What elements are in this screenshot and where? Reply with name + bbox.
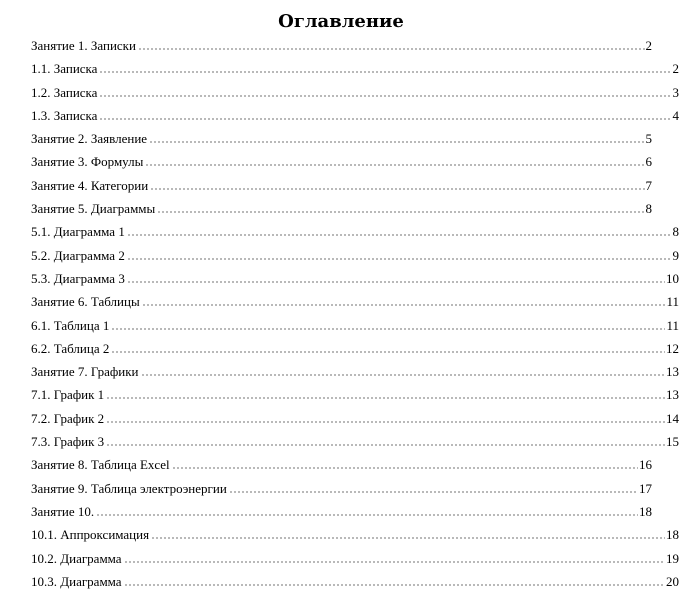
toc-entry-label: 7.3. График 3 bbox=[31, 434, 105, 450]
toc-entry-page: 4 bbox=[672, 107, 679, 123]
toc-entry-label: Занятие 5. Диаграммы bbox=[31, 201, 156, 217]
toc-entry-page: 20 bbox=[666, 573, 679, 589]
toc-entry-label: Занятие 4. Категории bbox=[31, 177, 149, 193]
toc-entry[interactable] bbox=[31, 152, 683, 175]
toc-entry-page: 2 bbox=[645, 38, 652, 53]
toc-entry[interactable] bbox=[31, 549, 683, 572]
toc-entry-label: Занятие 10. bbox=[31, 503, 95, 519]
dot-leader bbox=[127, 280, 665, 284]
toc-entry[interactable] bbox=[31, 316, 683, 339]
toc-entry-page: 8 bbox=[672, 224, 679, 240]
toc-entry-label: 1.1. Записка bbox=[31, 61, 98, 77]
toc-entry-label: 10.3. Диаграмма bbox=[31, 573, 122, 589]
toc-entry-page: 13 bbox=[666, 364, 679, 380]
dot-leader bbox=[141, 373, 666, 377]
toc-entry[interactable] bbox=[31, 572, 683, 595]
dot-leader bbox=[138, 47, 645, 51]
dot-leader bbox=[124, 583, 665, 587]
toc-entry[interactable] bbox=[31, 409, 683, 432]
toc-entry[interactable] bbox=[31, 455, 683, 478]
table-of-contents bbox=[31, 36, 683, 595]
toc-entry[interactable] bbox=[31, 362, 683, 385]
toc-entry[interactable] bbox=[31, 36, 683, 59]
dot-leader bbox=[96, 513, 638, 517]
toc-entry-page: 9 bbox=[672, 247, 679, 263]
dot-leader bbox=[149, 140, 644, 144]
toc-entry[interactable] bbox=[31, 432, 683, 455]
dot-leader bbox=[99, 94, 671, 98]
toc-entry-page: 13 bbox=[666, 387, 679, 403]
toc-entry-page: 14 bbox=[666, 410, 679, 426]
toc-entry-label: Занятие 9. Таблица электроэнергии bbox=[31, 480, 227, 496]
dot-leader bbox=[157, 210, 644, 214]
toc-entry-page: 8 bbox=[645, 201, 652, 217]
toc-entry-page: 5 bbox=[645, 131, 652, 147]
dot-leader bbox=[145, 163, 644, 167]
toc-entry-page: 12 bbox=[666, 340, 679, 356]
toc-entry[interactable] bbox=[31, 292, 683, 315]
toc-entry-page: 6 bbox=[645, 154, 652, 170]
toc-entry-label: 10.1. Аппроксимация bbox=[31, 527, 150, 543]
toc-entry[interactable] bbox=[31, 525, 683, 548]
toc-entry[interactable] bbox=[31, 339, 683, 362]
toc-entry-label: Занятие 3. Формулы bbox=[31, 154, 144, 170]
toc-entry-page: 19 bbox=[666, 550, 679, 566]
toc-entry-label: Занятие 2. Заявление bbox=[31, 131, 148, 147]
toc-entry-page: 2 bbox=[672, 61, 679, 77]
toc-entry-label: 5.3. Диаграмма 3 bbox=[31, 270, 125, 286]
toc-entry[interactable] bbox=[31, 502, 683, 525]
dot-leader bbox=[172, 466, 638, 470]
dot-leader bbox=[229, 490, 638, 494]
toc-entry-label: Занятие 6. Таблицы bbox=[31, 294, 140, 310]
toc-entry-page: 18 bbox=[639, 503, 652, 519]
toc-entry-page: 7 bbox=[645, 177, 652, 193]
dot-leader bbox=[124, 560, 665, 564]
toc-entry-page: 10 bbox=[666, 270, 679, 286]
toc-title: Оглавление bbox=[278, 11, 404, 32]
toc-entry-label: 7.1. График 1 bbox=[31, 387, 105, 403]
toc-entry[interactable] bbox=[31, 83, 683, 106]
toc-entry-label: 10.2. Диаграмма bbox=[31, 550, 122, 566]
toc-entry-page: 16 bbox=[639, 457, 652, 473]
toc-entry[interactable] bbox=[31, 385, 683, 408]
toc-entry-page: 17 bbox=[639, 480, 652, 496]
toc-entry-page: 11 bbox=[666, 317, 679, 333]
toc-entry[interactable] bbox=[31, 106, 683, 129]
toc-entry-page: 11 bbox=[666, 294, 679, 310]
dot-leader bbox=[99, 117, 671, 121]
toc-entry[interactable] bbox=[31, 199, 683, 222]
toc-entry-page: 15 bbox=[666, 434, 679, 450]
dot-leader bbox=[111, 350, 665, 354]
toc-entry-page: 18 bbox=[666, 527, 679, 543]
toc-entry[interactable] bbox=[31, 176, 683, 199]
dot-leader bbox=[142, 303, 666, 307]
dot-leader bbox=[150, 187, 644, 191]
dot-leader bbox=[106, 443, 665, 447]
toc-entry-label: 7.2. График 2 bbox=[31, 410, 105, 426]
toc-entry-label: Занятие 1. Записки bbox=[31, 38, 136, 53]
toc-entry-label: 6.2. Таблица 2 bbox=[31, 340, 110, 356]
dot-leader bbox=[99, 70, 671, 74]
dot-leader bbox=[111, 327, 665, 331]
toc-entry-label: Занятие 7. Графики bbox=[31, 364, 139, 380]
toc-entry-label: 6.1. Таблица 1 bbox=[31, 317, 110, 333]
dot-leader bbox=[127, 257, 672, 261]
toc-entry[interactable] bbox=[31, 246, 683, 269]
toc-entry[interactable] bbox=[31, 129, 683, 152]
toc-entry-label: 5.1. Диаграмма 1 bbox=[31, 224, 125, 240]
dot-leader bbox=[106, 396, 665, 400]
toc-entry-page: 3 bbox=[672, 84, 679, 100]
toc-entry[interactable] bbox=[31, 59, 683, 82]
toc-entry-label: 1.3. Записка bbox=[31, 107, 98, 123]
dot-leader bbox=[106, 420, 665, 424]
toc-entry[interactable] bbox=[31, 222, 683, 245]
dot-leader bbox=[127, 233, 672, 237]
toc-entry[interactable] bbox=[31, 269, 683, 292]
toc-entry-label: 1.2. Записка bbox=[31, 84, 98, 100]
toc-entry-label: 5.2. Диаграмма 2 bbox=[31, 247, 125, 263]
toc-entry-label: Занятие 8. Таблица Excel bbox=[31, 457, 170, 473]
toc-entry[interactable] bbox=[31, 479, 683, 502]
dot-leader bbox=[151, 536, 665, 540]
